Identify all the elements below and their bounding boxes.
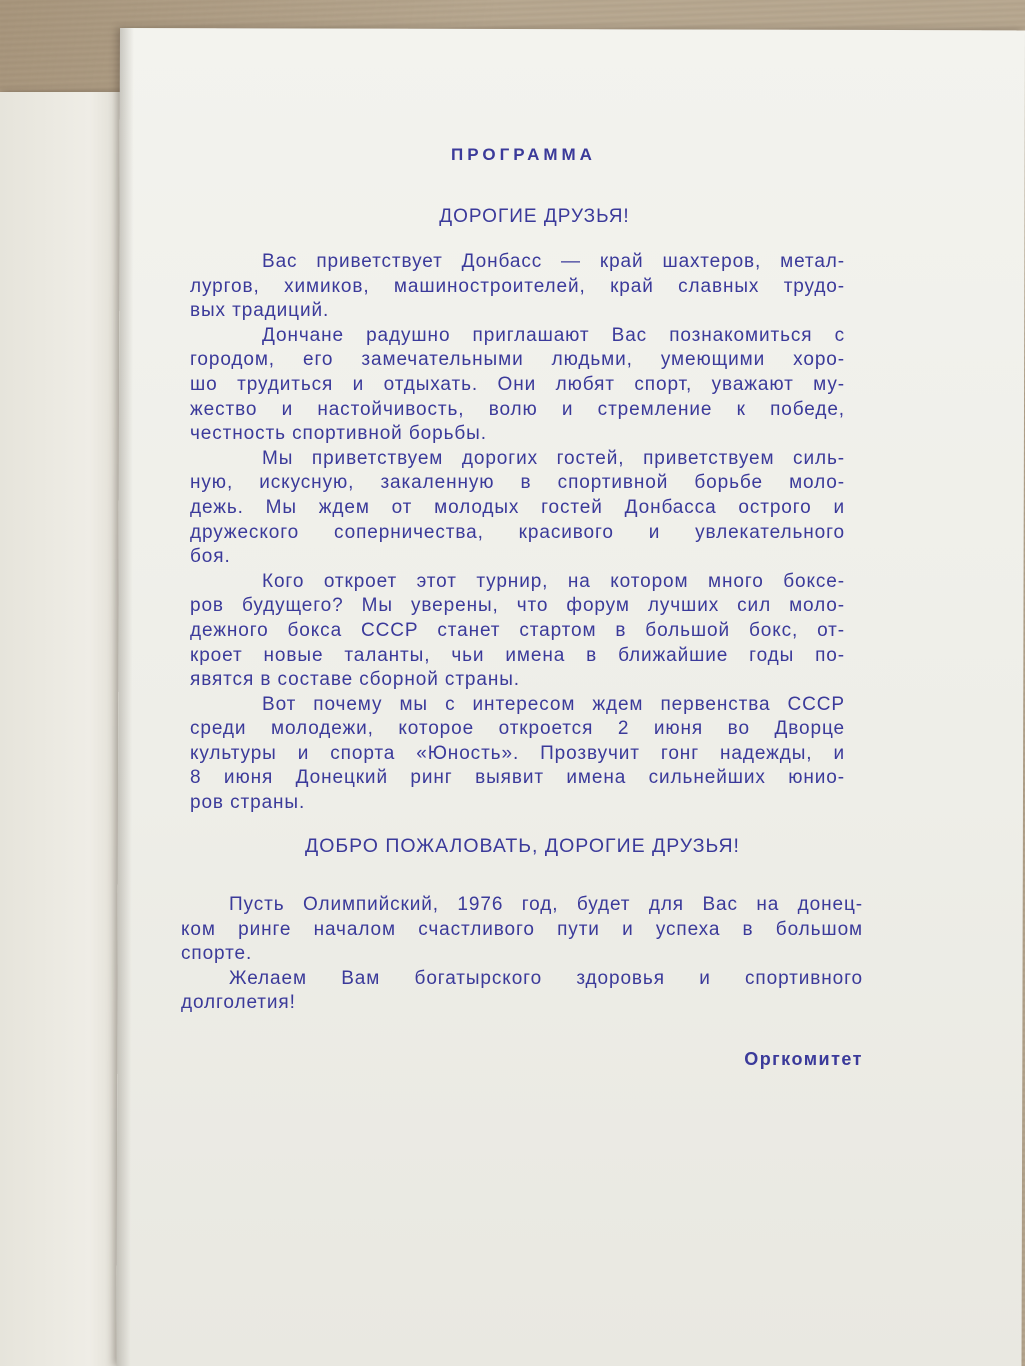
text-line: спорте. xyxy=(181,943,253,965)
text-line: боя. xyxy=(190,546,231,568)
welcome-heading: ДОБРО ПОЖАЛОВАТЬ, ДОРОГИЕ ДРУЗЬЯ! xyxy=(305,835,740,857)
text-line: Пусть Олимпийский, 1976 год, будет для Вас на донец- xyxy=(229,894,863,915)
closing-text xyxy=(181,893,863,1016)
text-line: честность спортивной борьбы. xyxy=(190,423,487,445)
text-line: Кого откроет этот турнир, на котором много боксе- xyxy=(262,570,845,592)
text-line: жество и настойчивость, волю и стремление к победе, xyxy=(190,398,845,420)
text-line: лургов, химиков, машиностроителей, край славных трудо- xyxy=(190,275,845,297)
text-line: шо трудиться и отдыхать. Они любят спорт, уважают му- xyxy=(190,373,845,395)
greeting-heading: ДОРОГИЕ ДРУЗЬЯ! xyxy=(439,206,630,227)
previous-page-edge xyxy=(0,92,128,1366)
text-line: ров страны. xyxy=(190,792,306,814)
page-title: ПРОГРАММА xyxy=(451,145,596,164)
welcome-address-text xyxy=(190,250,845,816)
text-line: дружеского соперничества, красивого и увлекательного xyxy=(190,521,845,543)
text-line: дежного бокса СССР станет стартом в большой бокс, от- xyxy=(190,619,845,641)
text-line: дежь. Мы ждем от молодых гостей Донбасса острого и xyxy=(190,496,845,518)
text-line: среди молодежи, которое откроется 2 июня во Дворце xyxy=(190,718,845,740)
text-line: культуры и спорта «Юность». Прозвучит гонг надежды, и xyxy=(190,742,845,764)
text-line: ную, искусную, закаленную в спортивной борьбе моло- xyxy=(190,472,845,494)
text-line: вых традиций. xyxy=(190,300,330,322)
text-line: ров будущего? Мы уверены, что форум лучших сил моло- xyxy=(190,595,845,617)
text-line: кроет новые таланты, чьи имена в ближайшие годы по- xyxy=(190,644,845,666)
text-line: Желаем Вам богатырского здоровья и спортивного xyxy=(229,967,863,989)
text-line: 8 июня Донецкий ринг выявит имена сильнейших юнио- xyxy=(190,767,845,789)
text-line: Дончане радушно приглашают Вас познакомиться с xyxy=(262,324,845,346)
text-line: ком ринге началом счастливого пути и успеха в большом xyxy=(181,918,863,940)
signature: Оргкомитет xyxy=(744,1049,863,1069)
text-line: долголетия! xyxy=(181,992,296,1014)
text-line: городом, его замечательными людьми, умеющими хоро- xyxy=(190,349,845,371)
text-line: Вот почему мы с интересом ждем первенства СССР xyxy=(262,693,845,715)
text-line: Вас приветствует Донбасс — край шахтеров, метал- xyxy=(262,251,845,272)
text-line: явятся в составе сборной страны. xyxy=(190,669,520,691)
text-line: Мы приветствуем дорогих гостей, приветствуем силь- xyxy=(262,447,845,469)
